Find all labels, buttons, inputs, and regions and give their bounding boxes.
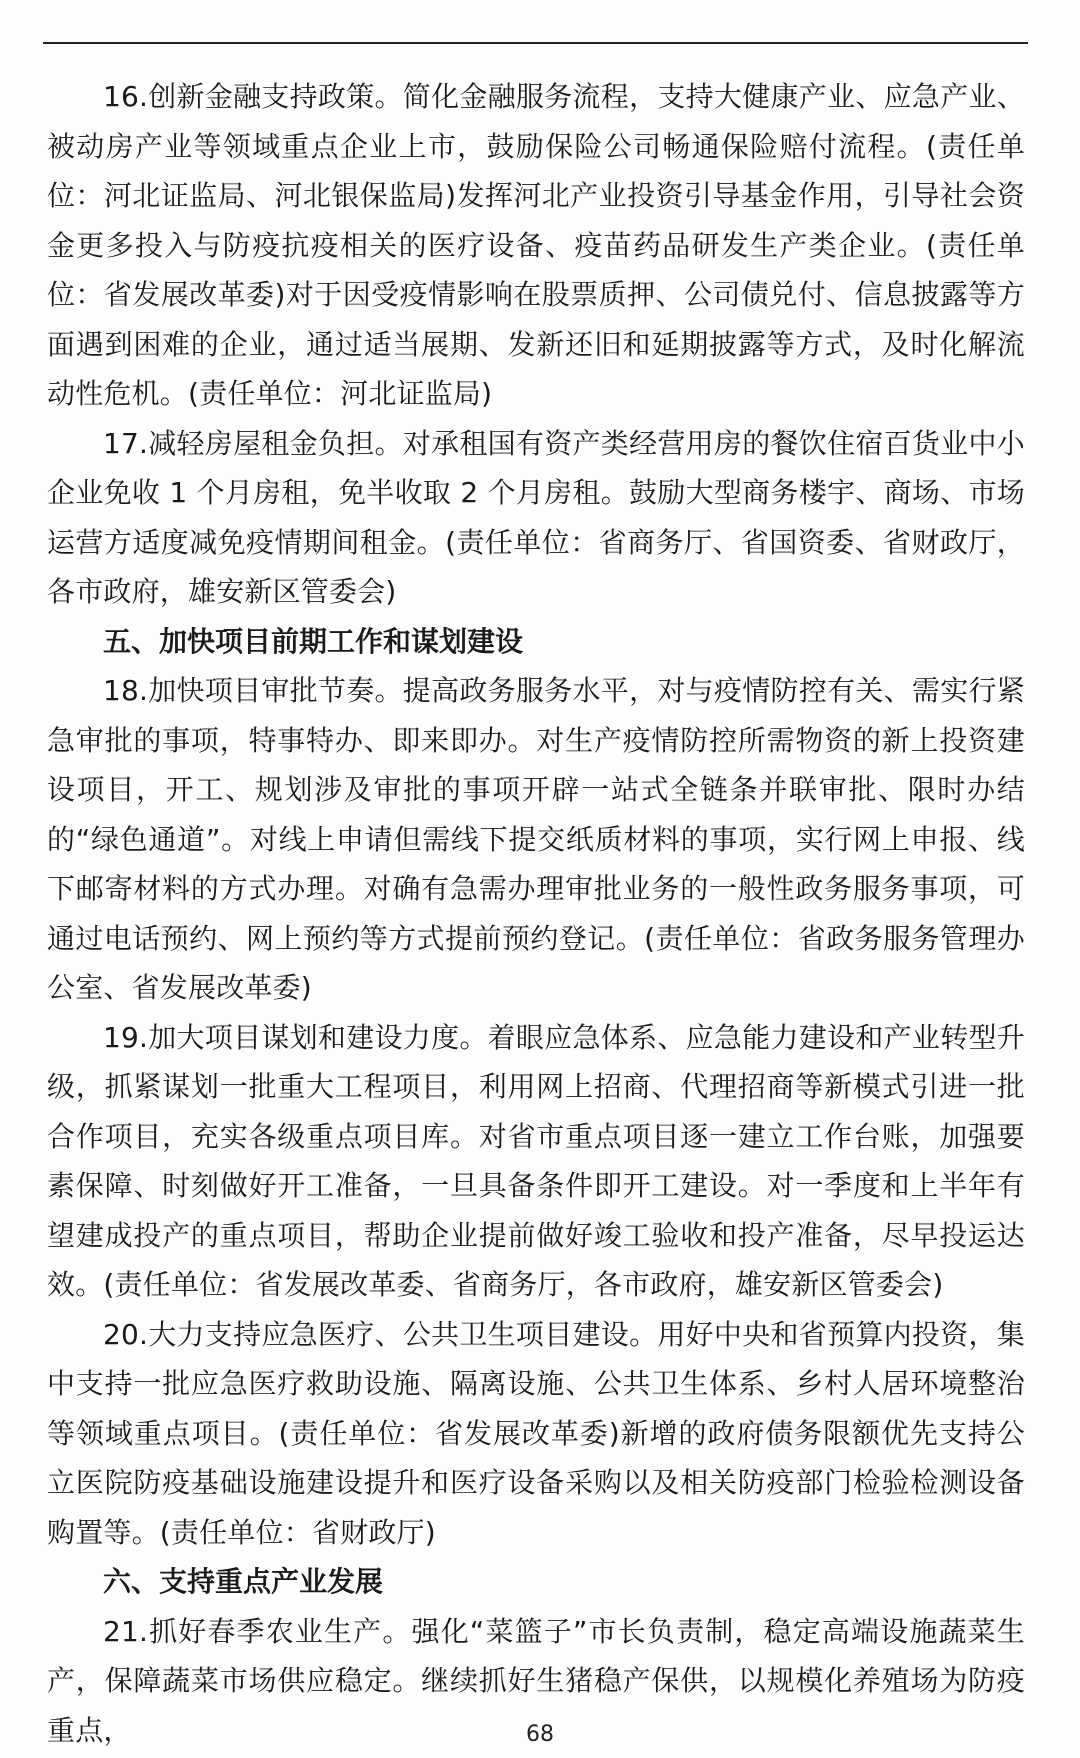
paragraph-18: 18.加快项目审批节奏。提高政务服务水平，对与疫情防控有关、需实行紧急审批的事项，特事特办、即来即办。对生产疫情防控所需物资的新上投资建设项目，开工、规划涉及审批的事项开辟一站式全链条并联审批、限时办结的“绿色通道”。对线上申请但需线下提交纸质材料的事项，实行网上申报、线下邮寄材料的方式办理。对确有急需办理审批业务的一般性政务服务事项，可通过电话预约、网上预约等方式提前预约登记。(责任单位：省政务服务管理办公室、省发展改革委): [47, 674, 1026, 1004]
paragraph-20: 20.大力支持应急医疗、公共卫生项目建设。用好中央和省预算内投资，集中支持一批应急医疗救助设施、隔离设施、公共卫生体系、乡村人居环境整治等领域重点项目。(责任单位：省发展改革委)新增的政府债务限额优先支持公立医院防疫基础设施建设提升和医疗设备采购以及相关防疫部门检验检测设备购置等。(责任单位：省财政厅): [47, 1317, 1025, 1549]
header-rule: [43, 42, 1028, 44]
paragraph-16: 16.创新金融支持政策。简化金融服务流程，支持大健康产业、应急产业、被动房产业等领域重点企业上市，鼓励保险公司畅通保险赔付流程。(责任单位：河北证监局、河北银保监局)发挥河北产业投资引导基金作用，引导社会资金更多投入与防疫抗疫相关的医疗设备、疫苗药品研发生产类企业。(责任单位：省发展改革委)对于因受疫情影响在股票质押、公司债兑付、信息披露等方面遇到困难的企业，通过适当展期、发新还旧和延期披露等方式，及时化解流动性危机。(责任单位：河北证监局): [47, 80, 1025, 410]
section-heading-5: 五、加快项目前期工作和谋划建设: [103, 624, 524, 658]
document-body: [47, 72, 1025, 1755]
paragraph-21: 21.抓好春季农业生产。强化“菜篮子”市长负责制，稳定高端设施蔬菜生产，保障蔬菜市场供应稳定。继续抓好生猪稳产保供，以规模化养殖场为防疫重点，: [47, 1614, 1025, 1747]
paragraph-17: 17.减轻房屋租金负担。对承租国有资产类经营用房的餐饮住宿百货业中小企业免收 1 个月房租，免半收取 2 个月房租。鼓励大型商务楼宇、商场、市场运营方适度减免疫情期间租金。(责任单位：省商务厅、省国资委、省财政厅，各市政府，雄安新区管委会): [47, 426, 1025, 608]
paragraph-19: 19.加大项目谋划和建设力度。着眼应急体系、应急能力建设和产业转型升级，抓紧谋划一批重大工程项目，利用网上招商、代理招商等新模式引进一批合作项目，充实各级重点项目库。对省市重点项目逐一建立工作台账，加强要素保障、时刻做好开工准备，一旦具备条件即开工建设。对一季度和上半年有望建成投产的重点项目，帮助企业提前做好竣工验收和投产准备，尽早投运达效。(责任单位：省发展改革委、省商务厅，各市政府，雄安新区管委会): [47, 1020, 1025, 1301]
page-number: 68: [526, 1722, 554, 1747]
section-heading-6: 六、支持重点产业发展: [103, 1565, 384, 1598]
